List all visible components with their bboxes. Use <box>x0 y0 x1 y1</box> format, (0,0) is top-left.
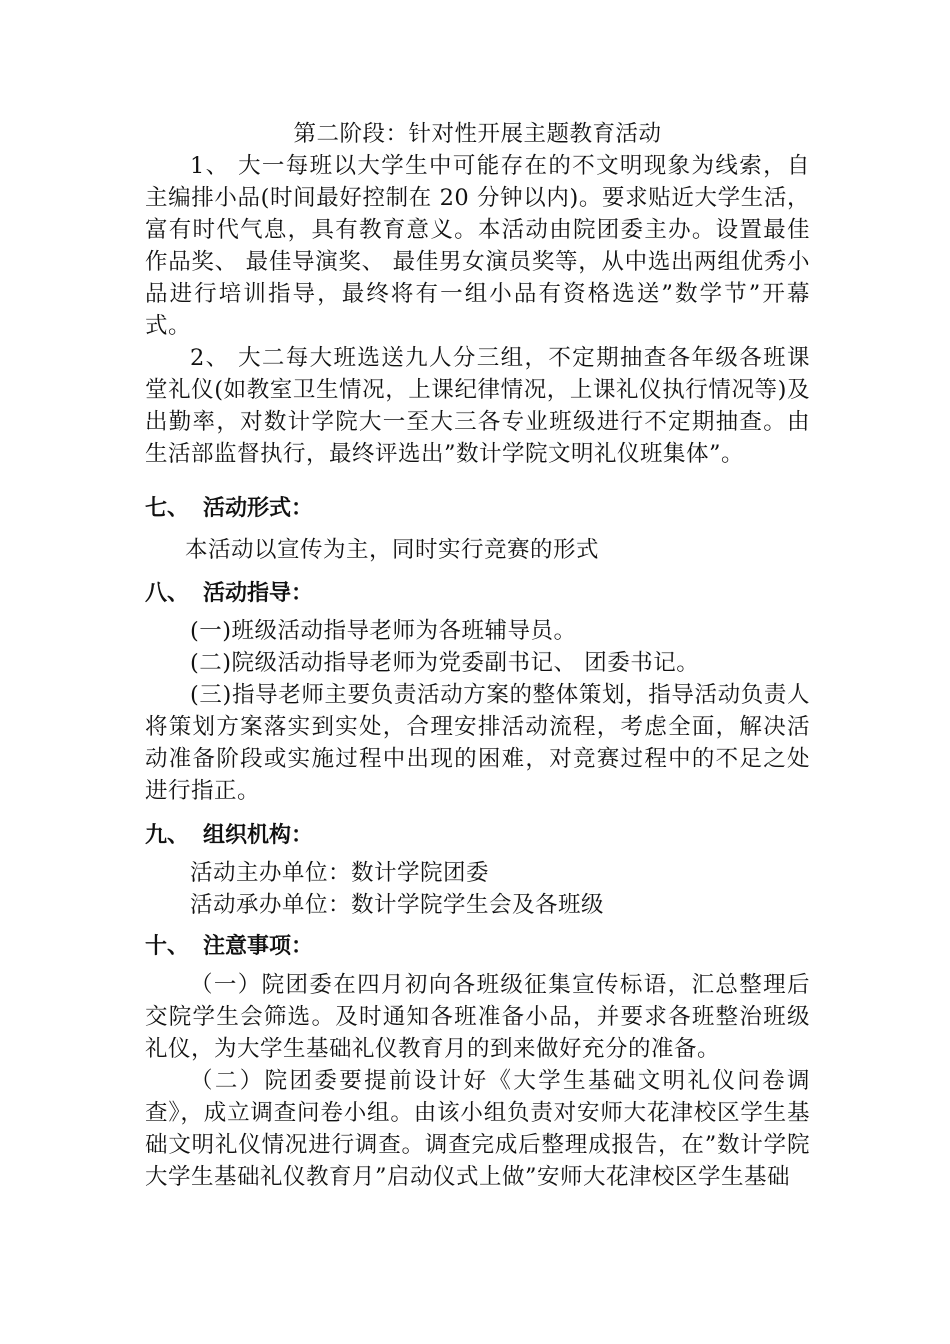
section-8-item-1: (一)班级活动指导老师为各班辅导员。 <box>190 618 577 644</box>
section-7-title: 活动形式： <box>203 496 314 521</box>
section-7-heading <box>145 493 313 525</box>
section-10-body <box>145 969 810 1193</box>
section-7-text: 本活动以宣传为主，同时实行竞赛的形式 <box>185 537 600 563</box>
stage-title: 第二阶段：针对性开展主题教育活动 <box>293 121 662 147</box>
section-9-title: 组织机构： <box>203 823 314 848</box>
section-10-item-1: （一）院团委在四月初向各班级征集宣传标语，汇总整理后交院学生会筛选。及时通知各班准备小品，并要求各班整治班级礼仪，为大学生基础礼仪教育月的到来做好充分的准备。 <box>145 972 810 1062</box>
section-8-number: 八、 <box>145 581 190 606</box>
section-10-title: 注意事项： <box>203 934 314 959</box>
section-8-item-2: (二)院级活动指导老师为党委副书记、 团委书记。 <box>190 650 700 676</box>
section-9-line-1: 活动主办单位：数计学院团委 <box>190 860 490 886</box>
section-9-number: 九、 <box>145 823 190 848</box>
section-9-heading <box>145 820 313 852</box>
section-10-item-2: （二）院团委要提前设计好《大学生基础文明礼仪问卷调查》，成立调查问卷小组。由该小组负责对安师大花津校区学生基础文明礼仪情况进行调查。调查完成后整理成报告，在”数计学院大学生基础礼仪教育月”启动仪式上做”安师大花津校区学生基础 <box>145 1068 810 1190</box>
section-9-line-2: 活动承办单位：数计学院学生会及各班级 <box>190 892 605 918</box>
section-9-body <box>145 857 810 921</box>
section-10-heading <box>145 931 313 963</box>
section-7-body <box>145 534 810 566</box>
section-8-title: 活动指导： <box>203 581 314 606</box>
stage-item-1: 1、 大一每班以大学生中可能存在的不文明现象为线索，自主编排小品(时间最好控制在 20 分钟以内)。要求贴近大学生活，富有时代气息，具有教育意义。本活动由院团委主办。设置最佳作品奖、 最佳导演奖、 最佳男女演员奖等，从中选出两组优秀小品进行培训指导，最终将有一组小品有资格选送”数学节”开幕式。 <box>145 153 810 339</box>
section-8-item-3: (三)指导老师主要负责活动方案的整体策划，指导活动负责人将策划方案落实到实处，合理安排活动流程，考虑全面，解决活动准备阶段或实施过程中出现的困难，对竞赛过程中的不足之处进行指正。 <box>145 682 810 804</box>
section-7-number: 七、 <box>145 496 190 521</box>
stage-two-block <box>145 118 810 470</box>
stage-item-2: 2、 大二每大班选送九人分三组，不定期抽查各年级各班课堂礼仪(如教室卫生情况，上课纪律情况，上课礼仪执行情况等)及出勤率，对数计学院大一至大三各专业班级进行不定期抽查。由生活部监督执行，最终评选出”数计学院文明礼仪班集体”。 <box>145 345 810 467</box>
section-10-number: 十、 <box>145 934 190 959</box>
section-8-body <box>145 615 810 807</box>
section-8-heading <box>145 578 313 610</box>
